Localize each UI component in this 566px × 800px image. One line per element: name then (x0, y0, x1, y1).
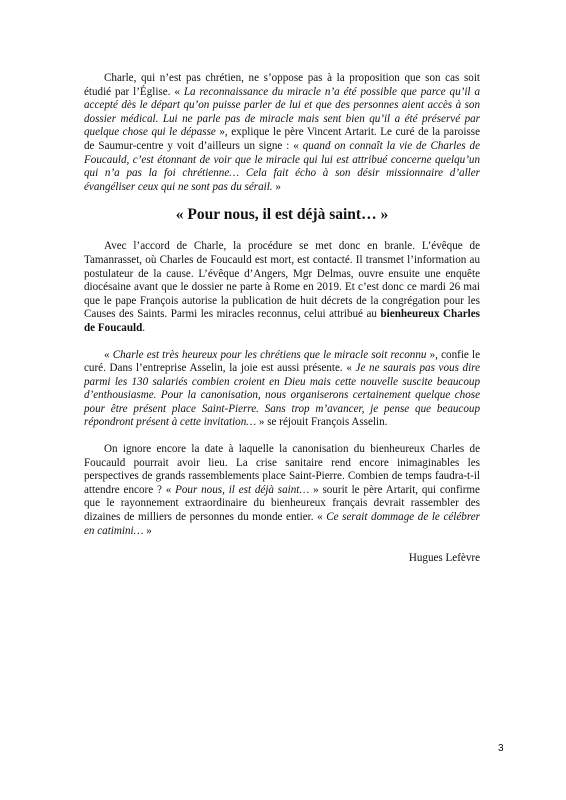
text-run: », explique le père Vincent Artarit. Le curé de la paroisse de Saumur-centre y voit d’ailleurs un signe : « (84, 126, 480, 152)
section-heading: « Pour nous, il est déjà saint… » (175, 206, 389, 224)
bold-run: bienheureux Charles de Foucauld (84, 308, 480, 334)
paragraph-3 (84, 349, 480, 431)
quote-run: quand on connaît la vie de Charles de Foucauld, c’est étonnant de voir que le miracle qui lui est attribué concerne quelqu’un qui n’a pas la foi chrétienne… Cela fait écho à son désir missionnaire d’aller évangéliser ceux qui ne sont pas du sérail. (84, 139, 480, 193)
text-run: » (272, 180, 281, 193)
quote-run: La reconnaissance du miracle n’a été possible que parce qu’il a accepté dès le départ qu’on puisse parler de lui et que des personnes aient accès à son dossier médical. Lui ne parle pas de miracle mais sent bien qu’il a été préservé par quelque chose qui le dépasse (84, 85, 480, 139)
paragraph-1 (84, 72, 480, 194)
quote-run: Pour nous, il est déjà saint… (175, 483, 310, 496)
page-number: 3 (498, 743, 504, 754)
text-run: Avec l’accord de Charle, la procédure se met donc en branle. L’évêque de Tamanrasset, où Charles de Foucauld est mort, est contacté. Il transmet l’information au postulateur de la cause. L’évêque d’Angers, Mgr Delmas, ouvre ensuite une enquête diocésaine avant que le dossier ne parte à Rome en 2019. Et c’est donc ce mardi 26 mai que le pape François autorise la publication de huit décrets de la congrégation pour les Causes des Saints. Parmi les miracles reconnus, celui attribué au (84, 240, 480, 321)
text-run: » sourit le père Artarit, qui confirme que le rayonnement extraordinaire du bienheureux français devrait rassembler des dizaines de milliers de personnes du monde entier. « (84, 483, 480, 524)
paragraph-2 (84, 240, 480, 335)
paragraph-4 (84, 443, 480, 538)
quote-run: Charle est très heureux pour les chrétiens que le miracle soit reconnu (112, 348, 427, 361)
text-run: On ignore encore la date à laquelle la canonisation du bienheureux Charles de Foucauld pourrait avoir lieu. La crise sanitaire rend encore inimaginables les perspectives de grands rassemblements place Saint-Pierre. Combien de temps faudra-t-il attendre encore ? « (84, 443, 480, 496)
text-run: », confie le curé. Dans l’entreprise Asselin, la joie est aussi présente. « (84, 348, 480, 375)
text-run: » (143, 524, 152, 537)
author-signature: Hugues Lefèvre (408, 552, 480, 565)
article-body (84, 72, 480, 566)
text-run: . (142, 321, 146, 334)
text-run: » se réjouit François Asselin. (256, 416, 388, 429)
quote-run: Ce serait dommage de le célébrer en catimini… (84, 511, 480, 537)
text-run: Charle, qui n’est pas chrétien, ne s’oppose pas à la proposition que son cas soit étudié par l’Église. « (84, 72, 480, 98)
quote-run: Je ne saurais pas vous dire parmi les 130 salariés combien croient en Dieu mais cette nouvelle suscite beaucoup d’enthousiasme. Pour la canonisation, nous organiserons certainement quelque chose pour être présent place Saint-Pierre. Sans trop m’avancer, je pense que beaucoup répondront présent à cette invitation… (84, 362, 480, 429)
text-run: « (104, 348, 113, 361)
